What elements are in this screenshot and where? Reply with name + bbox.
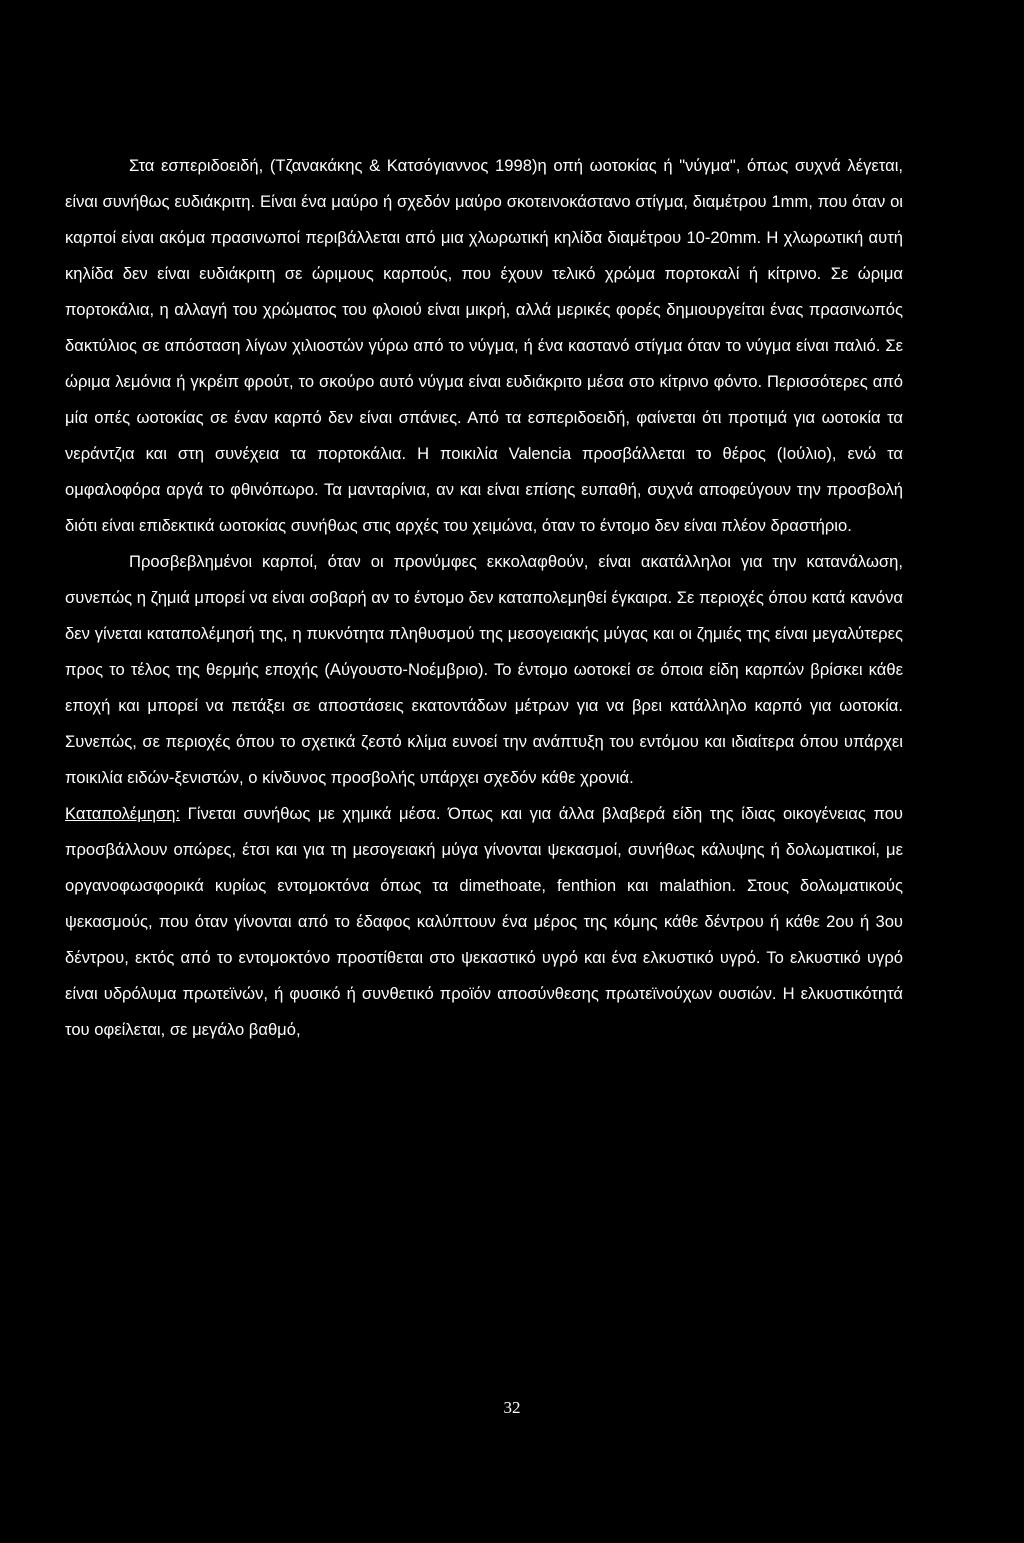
control-heading: Καταπολέμηση: (65, 804, 181, 823)
control-body: Γίνεται συνήθως με χημικά μέσα. Όπως και για άλλα βλαβερά είδη της ίδιας οικογένειας που προσβάλλουν οπώρες, έτσι και για τη μεσογειακή μύγα γίνονται ψεκασμοί, συνήθως κάλυψης ή δολωματικοί, με οργανοφωσφορικά κυρίως εντομοκτόνα όπως τα dimethoate, fenthion και malathion. Στους δολωματικούς ψεκασμούς, που όταν γίνονται από το έδαφος καλύπτουν ένα μέρος της κόμης κάθε δέντρου ή κάθε 2ου ή 3ου δέντρου, εκτός από το εντομοκτόνο προστίθεται στο ψεκαστικό υγρό και ένα ελκυστικό υγρό. Το ελκυστικό υγρό είναι υδρόλυμα πρωτεϊνών, ή φυσικό ή συνθετικό προϊόν αποσύνθεσης πρωτεϊνούχων ουσιών. Η ελκυστικότητά του οφείλεται, σε μεγάλο βαθμό, (65, 804, 903, 1039)
paragraph-damage: Προσβεβλημένοι καρποί, όταν οι προνύμφες εκκολαφθούν, είναι ακατάλληλοι για την κατανάλωση, συνεπώς η ζημιά μπορεί να είναι σοβαρή αν το έντομο δεν καταπολεμηθεί έγκαιρα. Σε περιοχές όπου κατά κανόνα δεν γίνεται καταπολέμησή της, η πυκνότητα πληθυσμού της μεσογειακής μύγας και οι ζημιές της είναι μεγαλύτερες προς το τέλος της θερμής εποχής (Αύγουστο-Νοέμβριο). Το έντομο ωοτοκεί σε όποια είδη καρπών βρίσκει κάθε εποχή και μπορεί να πετάξει σε αποστάσεις εκατοντάδων μέτρων για να βρει κατάλληλο καρπό για ωοτοκία. Συνεπώς, σε περιοχές όπου το σχετικά ζεστό κλίμα ευνοεί την ανάπτυξη του εντόμου και ιδιαίτερα όπου υπάρχει ποικιλία ειδών-ξενιστών, ο κίνδυνος προσβολής υπάρχει σχεδόν κάθε χρονιά. (65, 552, 903, 787)
body-text (65, 148, 903, 1048)
page-number: 32 (503, 1398, 521, 1417)
paragraph-eggs-puncture: Στα εσπεριδοειδή, (Τζανακάκης & Κατσόγιαννος 1998)η οπή ωοτοκίας ή "νύγμα", όπως συχνά λέγεται, είναι συνήθως ευδιάκριτη. Είναι ένα μαύρο ή σχεδόν μαύρο σκοτεινοκάστανο στίγμα, διαμέτρου 1mm, που όταν οι καρποί είναι ακόμα πρασινωποί περιβάλλεται από μια χλωρωτική κηλίδα διαμέτρου 10-20mm. Η χλωρωτική αυτή κηλίδα δεν είναι ευδιάκριτη σε ώριμους καρπούς, που έχουν τελικό χρώμα πορτοκαλί ή κίτρινο. Σε ώριμα πορτοκάλια, η αλλαγή του χρώματος του φλοιού είναι μικρή, αλλά μερικές φορές δημιουργείται ένας πρασινωπός δακτύλιος σε απόσταση λίγων χιλιοστών γύρω από το νύγμα, ή ένα καστανό στίγμα όταν το νύγμα είναι παλιό. Σε ώριμα λεμόνια ή γκρέιπ φρούτ, το σκούρο αυτό νύγμα είναι ευδιάκριτο μέσα στο κίτρινο φόντο. Περισσότερες από μία οπές ωοτοκίας σε έναν καρπό δεν είναι σπάνιες. Από τα εσπεριδοειδή, φαίνεται ότι προτιμά για ωοτοκία τα νεράντζια και στη συνέχεια τα πορτοκάλια. Η ποικιλία Valencia προσβάλλεται το θέρος (Ιούλιο), ενώ τα ομφαλοφόρα αργά το φθινόπωρο. Τα μανταρίνια, αν και είναι επίσης ευπαθή, συχνά αποφεύγουν την προσβολή διότι είναι επιδεκτικά ωοτοκίας συνήθως στις αρχές του χειμώνα, όταν το έντομο δεν είναι πλέον δραστήριο. (65, 156, 903, 535)
paragraph-control (65, 796, 903, 1048)
